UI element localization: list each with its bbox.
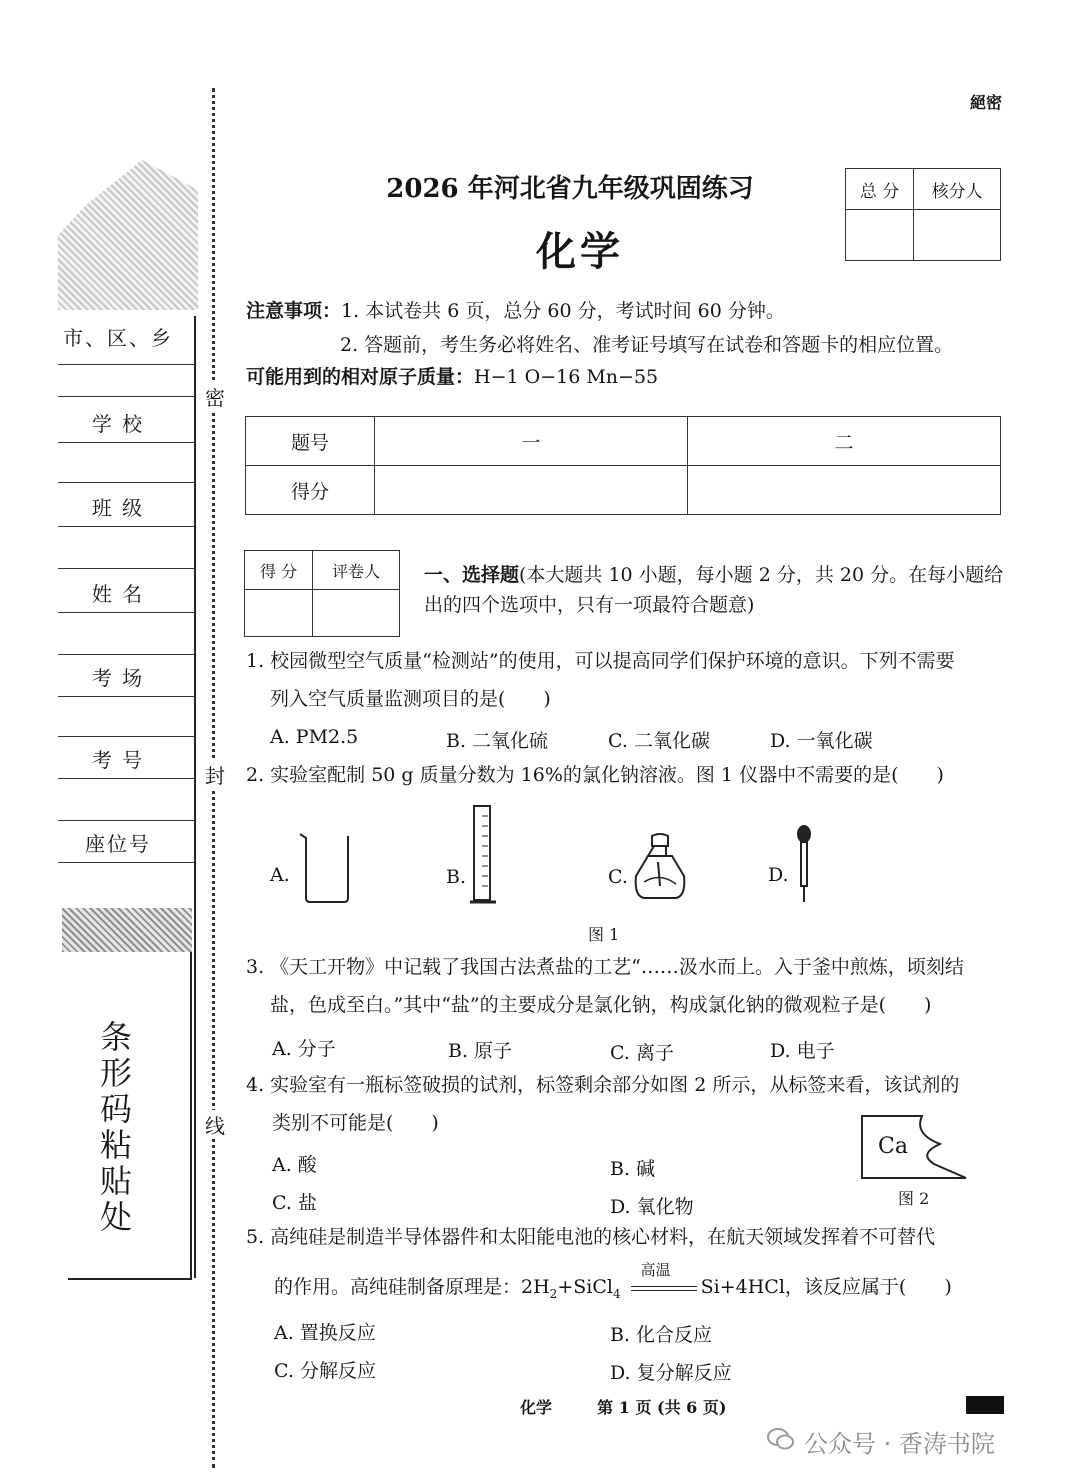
option-d[interactable]: D. 电子 — [770, 1040, 835, 1062]
grade-score-cell-1[interactable] — [375, 466, 688, 515]
option-b[interactable]: B. 二氧化硫 — [446, 730, 549, 752]
question-1 — [246, 642, 1006, 718]
option-c[interactable]: C. — [608, 866, 628, 888]
watermark-text: 公众号 · 香涛书院 — [804, 1430, 995, 1458]
page-footer — [520, 1395, 780, 1418]
footer-page-number: 第 1 页 (共 6 页) — [597, 1398, 727, 1417]
option-b[interactable]: B. 化合反应 — [610, 1324, 713, 1346]
notice-label: 注意事项： — [246, 300, 342, 322]
footer-marker — [966, 1396, 1004, 1414]
section-grader-cell[interactable] — [313, 590, 400, 637]
dropper-icon — [794, 824, 814, 904]
barcode-label: 条形码粘贴处 — [95, 1020, 133, 1236]
total-score-label: 总 分 — [846, 169, 914, 210]
scan-noise — [62, 908, 192, 952]
equation-part: +SiCl — [557, 1276, 613, 1298]
option-d[interactable]: D. 复分解反应 — [610, 1362, 732, 1384]
option-a[interactable]: A. — [270, 864, 290, 886]
total-score-box — [845, 168, 1001, 261]
total-score-cell[interactable] — [846, 210, 914, 261]
field-seat-number: 座位号 — [85, 832, 151, 856]
question-stem: 类别不可能是( ) — [272, 1112, 439, 1134]
grade-table — [245, 416, 1001, 515]
question-stem: 列入空气质量监测项目的是( ) — [270, 688, 551, 710]
notice — [246, 294, 1006, 362]
question-5-stem: 5. 高纯硅是制造半导体器件和太阳能电池的核心材料，在航天领域发挥着不可替代 — [246, 1226, 936, 1248]
option-d[interactable]: D. — [768, 864, 789, 886]
atomic-label: 可能用到的相对原子质量： — [246, 366, 475, 388]
field-exam-room: 考 场 — [91, 666, 145, 690]
checker-label: 核分人 — [914, 169, 1001, 210]
section-grader-label: 评卷人 — [313, 551, 400, 590]
graduated-cylinder-icon — [468, 804, 500, 906]
torn-label-figure — [860, 1114, 968, 1182]
question-stem: 1. 校园微型空气质量“检测站”的使用，可以提高同学们保护环境的意识。下列不需要 — [246, 650, 955, 672]
label-text: Ca — [878, 1134, 908, 1159]
option-d[interactable]: D. 氧化物 — [610, 1196, 694, 1218]
exam-title: 2026 年河北省九年级巩固练习 — [386, 174, 754, 204]
atomic-masses — [246, 362, 1006, 389]
subject-title: 化学 — [536, 228, 624, 275]
option-a[interactable]: A. 分子 — [272, 1038, 336, 1060]
question-stem: 3. 《天工开物》中记载了我国古法煮盐的工艺“……汲水而上。入于釜中煎炼，顷刻结 — [246, 956, 964, 978]
field-exam-number: 考 号 — [91, 748, 145, 772]
option-b[interactable]: B. 原子 — [448, 1040, 513, 1062]
option-c[interactable]: C. 盐 — [272, 1192, 317, 1214]
grade-score-cell-2[interactable] — [688, 466, 1001, 515]
section-score-label: 得 分 — [245, 551, 313, 590]
option-c[interactable]: C. 离子 — [610, 1042, 674, 1064]
option-a[interactable]: A. PM2.5 — [270, 726, 359, 748]
field-region: 市、区、乡 — [63, 326, 173, 350]
atomic-values: H−1 O−16 Mn−55 — [474, 366, 659, 388]
notice-item-1: 1. 本试卷共 6 页，总分 60 分，考试时间 60 分钟。 — [341, 300, 785, 322]
alcohol-lamp-icon — [630, 832, 690, 902]
section-score-cell[interactable] — [245, 590, 313, 637]
equation-part: Si+4HCl，该反应属于( ) — [700, 1276, 952, 1298]
scan-noise — [58, 160, 198, 310]
checker-cell[interactable] — [914, 210, 1001, 261]
option-b[interactable]: B. 碱 — [610, 1158, 656, 1180]
option-a[interactable]: A. 置换反应 — [274, 1322, 376, 1344]
option-c[interactable]: C. 分解反应 — [274, 1360, 376, 1382]
grade-col-2: 二 — [688, 417, 1001, 466]
grade-score-label: 得分 — [246, 466, 375, 515]
question-2-stem: 2. 实验室配制 50 g 质量分数为 16%的氯化钠溶液。图 1 仪器中不需要的是( ) — [246, 764, 944, 786]
field-class: 班 级 — [91, 496, 145, 520]
figure-2-caption: 图 2 — [898, 1189, 930, 1208]
section-heading — [424, 560, 1004, 620]
field-school: 学 校 — [91, 412, 145, 436]
grade-table-header: 题号 — [246, 417, 375, 466]
notice-item-2: 2. 答题前，考生务必将姓名、准考证号填写在试卷和答题卡的相应位置。 — [340, 334, 954, 356]
section-desc: (本大题共 10 小题，每小题 2 分，共 20 分。在每小题给出的四个选项中，只有一项最符合题意) — [424, 564, 1004, 616]
question-3 — [246, 948, 1006, 1024]
equation-part: 的作用。高纯硅制备原理是：2H — [274, 1276, 550, 1298]
field-name: 姓 名 — [91, 582, 145, 606]
seal-char-mi: 密 — [203, 382, 227, 411]
reaction-condition: 高温 — [640, 1261, 671, 1279]
seal-char-xian: 线 — [203, 1110, 227, 1139]
beaker-icon — [296, 828, 356, 904]
figure-1-caption: 图 1 — [588, 925, 620, 944]
seal-char-feng: 封 — [203, 760, 227, 789]
section-title: 一、选择题 — [424, 564, 520, 586]
footer-subject: 化学 — [520, 1398, 553, 1417]
question-stem: 盐，色成至白。”其中“盐”的主要成分是氯化钠，构成氯化钠的微观粒子是( ) — [270, 994, 932, 1016]
section-score-box — [244, 550, 400, 637]
confidential-mark: 絕密 — [970, 93, 1003, 112]
option-d[interactable]: D. 一氧化碳 — [770, 730, 873, 752]
wechat-icon — [766, 1424, 796, 1454]
question-5-equation-line: 的作用。高纯硅制备原理是：$2H_2+SiCl_4$ 高温 Si+4HCl，该反应属于( ) — [274, 1261, 952, 1301]
option-a[interactable]: A. 酸 — [272, 1154, 317, 1176]
option-c[interactable]: C. 二氧化碳 — [608, 730, 710, 752]
option-b[interactable]: B. — [446, 866, 467, 888]
question-stem: 4. 实验室有一瓶标签破损的试剂，标签剩余部分如图 2 所示，从标签来看，该试剂的 — [246, 1074, 960, 1096]
grade-col-1: 一 — [375, 417, 688, 466]
